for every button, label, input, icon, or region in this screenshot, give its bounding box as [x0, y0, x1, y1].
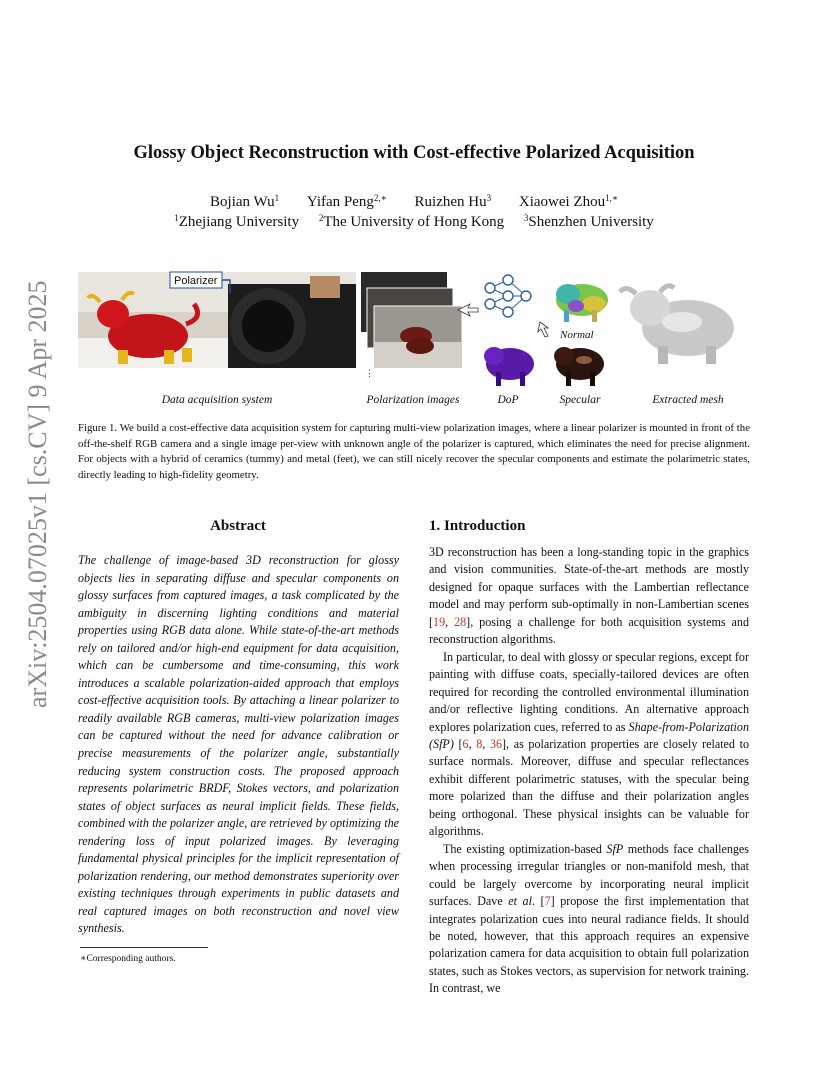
panel-caption: Data acquisition system [161, 394, 273, 406]
affiliation: $^2$The University of Hong Kong [318, 213, 505, 230]
introduction-text [429, 544, 749, 998]
arxiv-stamp-text: arXiv:2504.07025v1 [cs.CV] 9 Apr 2025 [23, 280, 52, 708]
figure-1 [78, 266, 750, 412]
dop-render [484, 347, 534, 386]
figure-caption: Figure 1. We build a cost-effective data acquisition system for capturing multi-view polarization images, where a linear polarizer is mounted in front of the off-the-shelf RGB camera and a single image per-view with unknown angle of the polarizer is captured, which eliminates the need for precise alignment. For objects with a hybrid of ceramics (tummy) and metal (feet), we can still nicely recover the specular components and estimate the polarimetric states, directly leading to high-fidelity geometry. [78, 422, 750, 481]
affiliation: $^1$Zhejiang University [174, 213, 300, 230]
neural-network-icon [485, 275, 531, 317]
polarization-images [361, 272, 462, 378]
abstract-text: The challenge of image-based 3D reconstruction for glossy objects lies in separating diffuse and specular components on glossy surfaces from captured images, a task complicated by the ambiguity in discerning lighting conditions and material properties using RGB data alone. While state-of-the-art methods rely on tailored and/or high-end equipment for data acquisition, which can be cumbersome and time-consuming, this work introduces a scalable polarization-aided approach that employs cost-effective acquisition tools. By attaching a linear polarizer to readily available RGB cameras, multi-view polarization images can be captured without the need for advance calibration or precise measurements of the polarizer angle, substantially reducing system construction costs. The proposed approach represents polarimetric BRDF, Stokes vectors, and polarization states of object surfaces as neural implicit fields. These fields, combined with the polarizer angle, are retrieved by optimizing the rendering loss of input polarized images. By leveraging fundamental physical principles for the implicit representation of polarization rendering, our method demonstrates superiority over existing techniques through experiments in public datasets and real captured images on both reconstruction and novel view synthesis. [78, 553, 399, 936]
author: Yifan Peng$^{2,∗}$ [306, 193, 387, 210]
camera [228, 276, 356, 368]
panel-caption: Specular [559, 394, 601, 406]
polarizer-label: Polarizer [174, 275, 218, 287]
section-heading: 1. Introduction [429, 518, 526, 534]
footnote-divider [80, 947, 208, 948]
citation-link[interactable]: 6 [462, 736, 469, 751]
specular-render [554, 347, 604, 386]
panel-caption: Polarization images [366, 394, 460, 406]
footnote: ∗Corresponding authors. [80, 954, 176, 964]
citation-link[interactable]: 28 [454, 614, 467, 629]
citation-link[interactable]: 19 [433, 614, 446, 629]
affiliation: $^3$Shenzhen University [523, 213, 654, 230]
svg-text:⋮: ⋮ [365, 368, 374, 378]
arxiv-stamp [12, 280, 52, 710]
citation-link[interactable]: 7 [544, 894, 551, 909]
paper-title: Glossy Object Reconstruction with Cost-effective Polarized Acquisition [133, 143, 695, 163]
acquisition-photo [78, 272, 356, 368]
author: Bojian Wu$^1$ [210, 193, 280, 210]
extracted-mesh-render [620, 286, 734, 364]
citation-link[interactable]: 36 [489, 736, 503, 751]
paragraph: 3D reconstruction has been a long-standing topic in the graphics and vision communities. State-of-the-art methods are mostly designed for opaque surfaces with the Lambertian reflectance model and may perform sub-optimally in non-Lambertian scenes [19, 28], posing a challenge for both acquisition systems and reconstruction algorithms. [429, 545, 749, 647]
paragraph: In particular, to deal with glossy or specular regions, except for painting with diffuse coats, specially-tailored devices are often required for recording the controlled environmental illumination and/or reflective lighting conditions. An alternative approach explores polarization cues, referred to as Shape-from-Polarization (SfP) [6, 8, 36], as polarization properties are closely related to surface normals. Moreover, diffuse and specular reflectances exhibit different polarimetric statuses, with the specular being more polarized than the diffuse and their polarization angles being orthogonal. These physical insights can be valuable for algorithms. [429, 649, 750, 839]
panel-caption: Extracted mesh [652, 394, 724, 406]
panel-caption: DoP [497, 394, 519, 406]
author: Ruizhen Hu$^3$ [414, 193, 492, 210]
normal-map-render [556, 284, 608, 322]
author-list [80, 194, 748, 211]
normal-label: Normal [560, 329, 594, 341]
citation-link[interactable]: 8 [476, 736, 483, 751]
paragraph: The existing optimization-based SfP methods face challenges when processing irregular triangles or non-manifold mesh, that could be largely overcome by incorporating neural implicit surfaces. Dave et al. [7] propose the first implementation that integrates polarization cues into neural radiance fields. It should be noted, however, that this approach requires an expensive polarization camera for data acquisition to obtain full polarization states, such as Stokes vectors, as supervision for network training. In contrast, we [429, 841, 749, 996]
abstract-heading: Abstract [210, 518, 266, 534]
author: Xiaowei Zhou$^{1,∗}$ [518, 193, 618, 210]
affiliation-list [80, 214, 748, 231]
